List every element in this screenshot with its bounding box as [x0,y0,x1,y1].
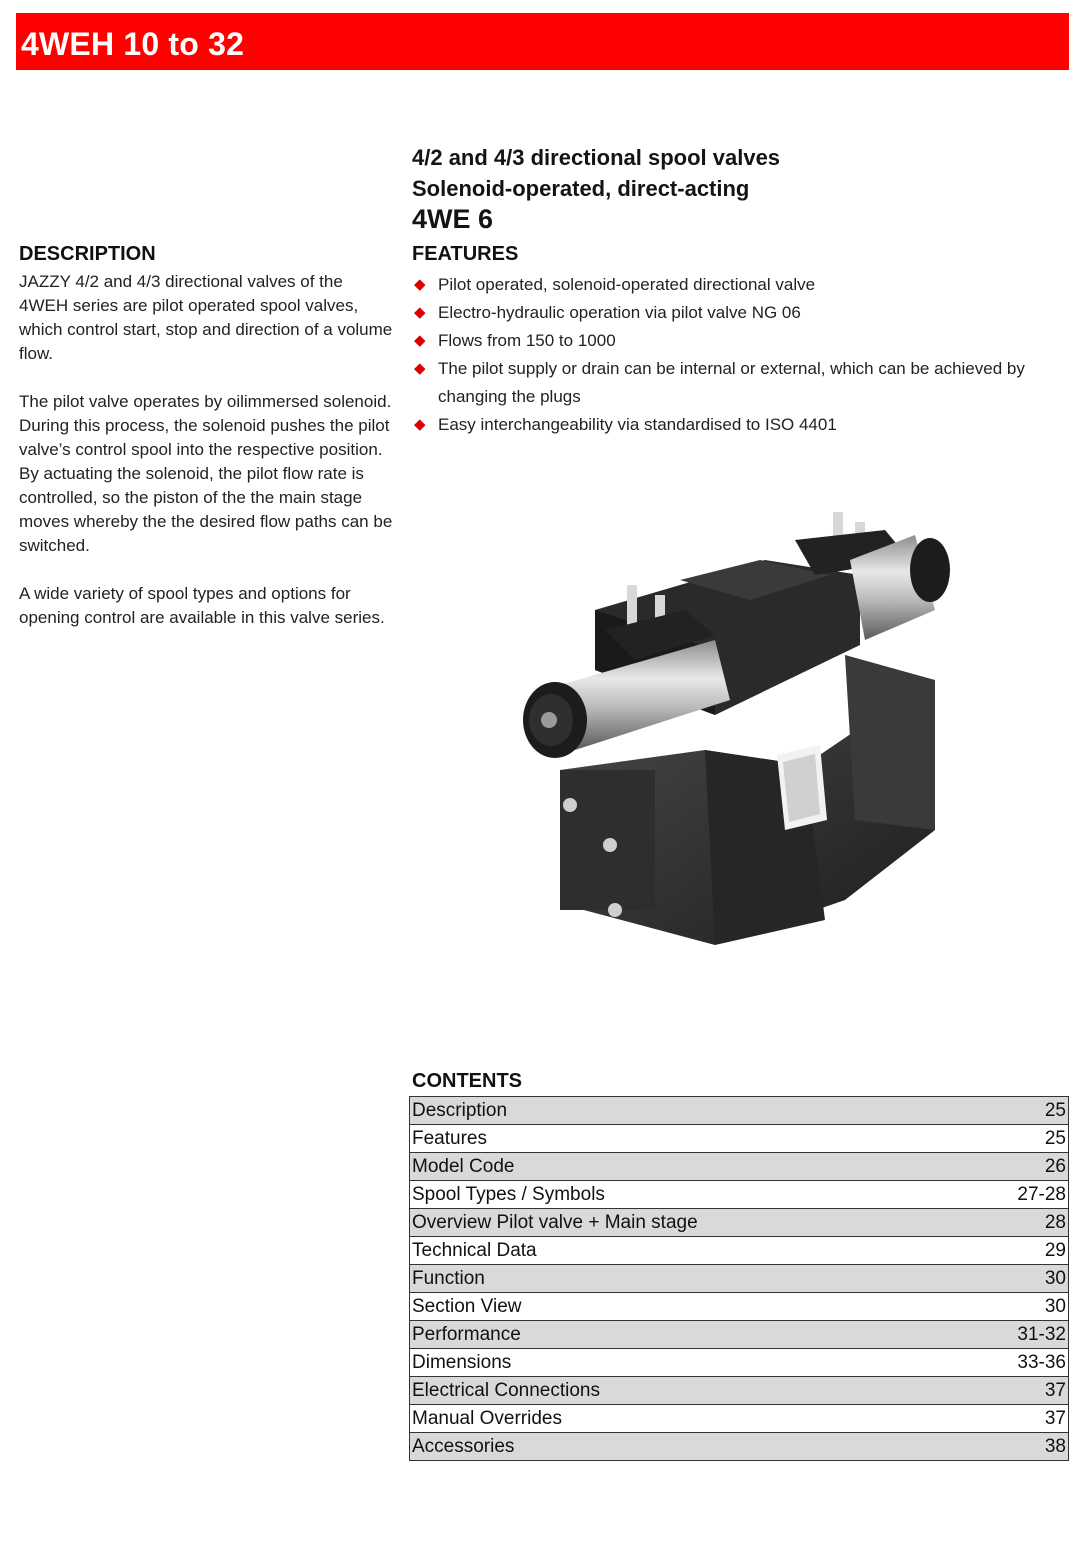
diamond-bullet-icon: ◆ [414,276,426,293]
table-row: Technical Data 29 [410,1237,1069,1265]
heading-line-1: 4/2 and 4/3 directional spool valves [412,145,781,170]
heading-line-2: Solenoid-operated, direct-acting [412,176,750,201]
diamond-bullet-icon: ◆ [414,332,426,349]
table-row: Features 25 [410,1125,1069,1153]
diamond-bullet-icon: ◆ [414,360,426,377]
diamond-bullet-icon: ◆ [414,304,426,321]
table-row: Overview Pilot valve + Main stage 28 [410,1209,1069,1237]
features-list [414,271,1054,439]
features-title: FEATURES [412,243,519,265]
description-paragraph-1: JAZZY 4/2 and 4/3 directional valves of the 4WEH series are pilot operated spool valves, which control start, stop and direction of a volume flow. [19,272,393,363]
feature-item: ◆ The pilot supply or drain can be internal or external, which can be achieved by changing the plugs [414,355,1054,411]
page-title: 4WEH 10 to 32 [21,26,245,62]
description-paragraph-4: A wide variety of spool types and options for opening control are available in this valve series. [19,584,385,627]
feature-item: ◆ Easy interchangeability via standardised to ISO 4401 [414,411,1054,439]
diamond-bullet-icon: ◆ [414,416,426,433]
contents-table [409,1096,1069,1461]
header-banner [16,13,1069,70]
table-row: Manual Overrides 37 [410,1405,1069,1433]
table-row: Spool Types / Symbols 27-28 [410,1181,1069,1209]
table-row: Model Code 26 [410,1153,1069,1181]
table-row: Description 25 [410,1097,1069,1125]
model-name: 4WE 6 [412,204,494,234]
description-title: DESCRIPTION [19,243,156,265]
table-row: Section View 30 [410,1293,1069,1321]
description-text [19,270,394,654]
description-paragraph-2: The pilot valve operates by oilimmersed solenoid. During this process, the solenoid pushes the pilot valve’s control spool into the respective position. [19,392,392,459]
feature-item: ◆ Electro-hydraulic operation via pilot valve NG 06 [414,299,1054,327]
valve-product-image [515,500,975,960]
product-heading [412,142,1052,235]
feature-item: ◆ Flows from 150 to 1000 [414,327,1054,355]
table-row: Dimensions 33-36 [410,1349,1069,1377]
table-row: Function 30 [410,1265,1069,1293]
table-row: Electrical Connections 37 [410,1377,1069,1405]
description-paragraph-3: By actuating the solenoid, the pilot flow rate is controlled, so the piston of the the main stage moves whereby the the desired flow paths can be switched. [19,464,393,555]
contents-title: CONTENTS [412,1070,522,1092]
feature-item: ◆ Pilot operated, solenoid-operated directional valve [414,271,1054,299]
table-row: Performance 31-32 [410,1321,1069,1349]
table-row: Accessories 38 [410,1433,1069,1461]
